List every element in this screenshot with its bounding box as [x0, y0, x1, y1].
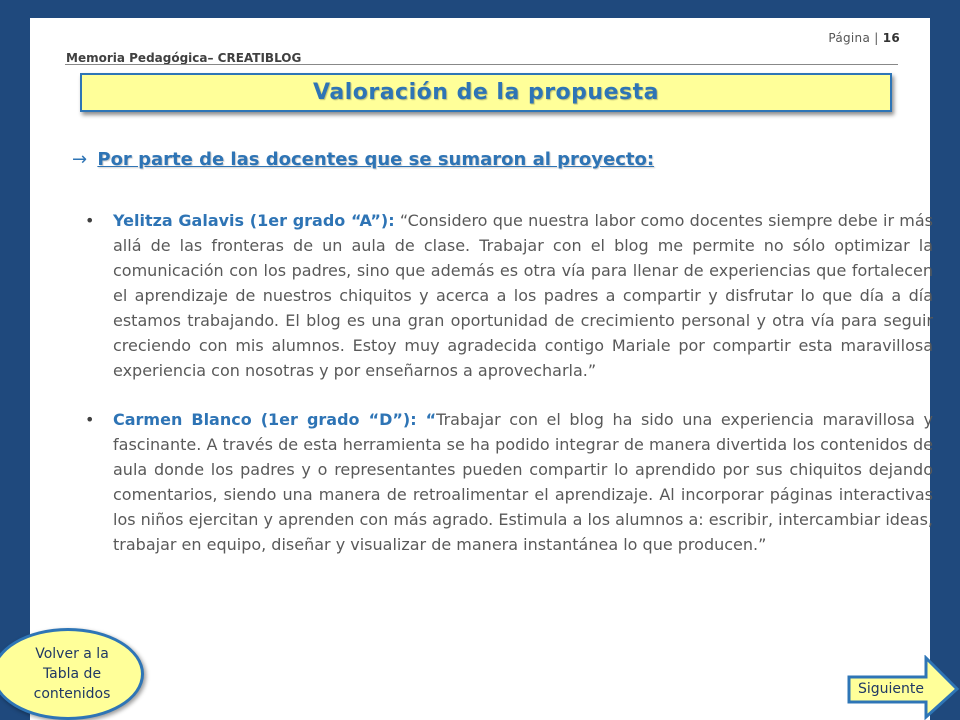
page-label: Página |	[828, 31, 879, 45]
list-item	[85, 407, 933, 557]
testimonial-quote: Trabajar con el blog ha sido una experiencia maravillosa y fascinante. A través de esta herramienta se ha podido integrar de manera divertida los contenidos de aula donde los padres y o representantes pueden compartir lo aprendido por sus chiquitos dejando comentarios, siendo una manera de retroalimentar el aprendizaje. Al incorporar páginas interactivas los niños ejercitan y aprenden con más agrado. Estimula a los alumnos a: escribir, intercambiar ideas, trabajar en equipo, diseñar y visualizar de manera instantánea lo que producen.”	[113, 410, 933, 554]
bullet-icon: •	[85, 410, 95, 429]
testimonial-quote: “Considero que nuestra labor como docentes siempre debe ir más allá de las fronteras de un aula de clase. Trabajar con el blog me permite no sólo optimizar la comunicación con los padres, sino que además es otra vía para llenar de experiencias que fortalecen el aprendizaje de nuestros chiquitos y acerca a los padres a compartir y disfrutar lo que día a día estamos trabajando. El blog es una gran oportunidad de crecimiento personal y otra vía para seguir creciendo con mis alumnos. Estoy muy agradecida contigo Mariale por compartir esta maravillosa experiencia con nosotras y por enseñarnos a aprovecharla.”	[113, 211, 933, 380]
section-heading-text: Por parte de las docentes que se sumaron al proyecto:	[97, 149, 655, 170]
running-header: Memoria Pedagógica– CREATIBLOG	[66, 51, 302, 65]
testimonial-list	[85, 208, 933, 581]
page-number	[828, 31, 900, 45]
back-to-contents-label: Volver a la Tabla de contenidos	[33, 646, 111, 702]
section-heading	[72, 149, 654, 170]
next-button[interactable]	[846, 655, 960, 720]
arrow-right-icon: →	[72, 149, 88, 170]
document-page	[30, 18, 933, 720]
page-title: Valoración de la propuesta	[313, 80, 659, 105]
header-divider	[65, 64, 898, 65]
testimonial-author: Carmen Blanco (1er grado “D”): “	[113, 410, 437, 429]
list-item	[85, 208, 933, 383]
testimonial-author: Yelitza Galavis (1er grado “A”):	[113, 211, 395, 230]
page-number-value: 16	[882, 31, 900, 45]
title-banner	[80, 73, 892, 112]
bullet-icon: •	[85, 211, 95, 230]
next-label: Siguiente	[858, 681, 925, 697]
